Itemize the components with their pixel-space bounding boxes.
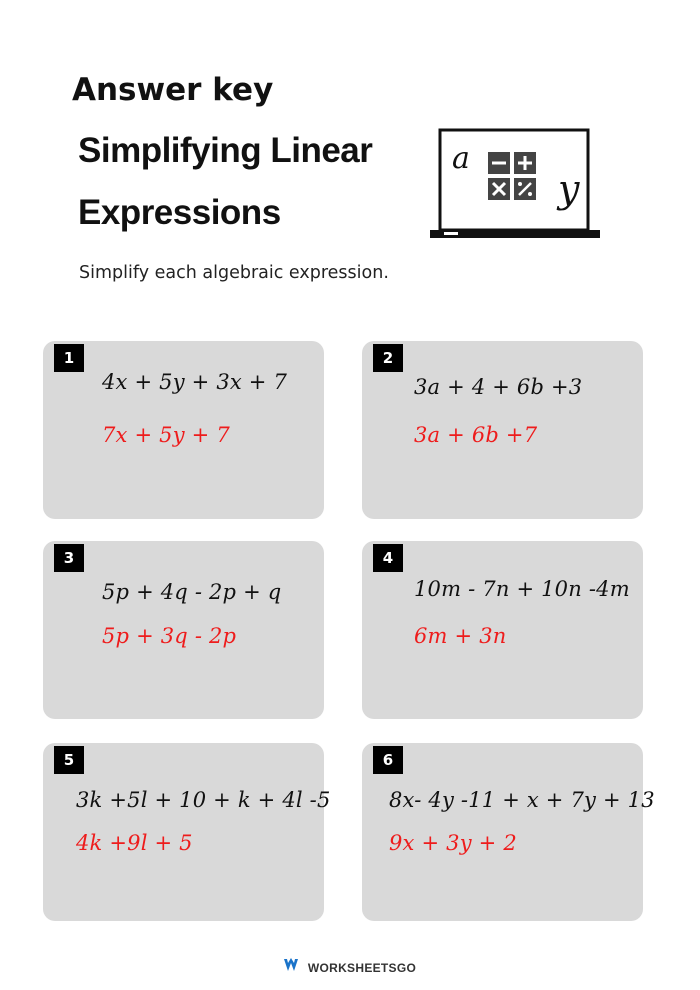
problem-number-badge: 4 (373, 544, 403, 572)
problem-number-badge: 2 (373, 344, 403, 372)
footer-brand (0, 958, 700, 977)
problem-number-badge: 3 (54, 544, 84, 572)
problem-expression: 3k +5l + 10 + k + 4l -5 (76, 788, 331, 812)
problem-card-2 (362, 341, 643, 519)
problem-expression: 8x- 4y -11 + x + 7y + 13 (389, 788, 655, 812)
problem-expression: 10m - 7n + 10n -4m (414, 577, 630, 601)
problem-number-badge: 6 (373, 746, 403, 774)
board-letter-y: y (558, 167, 580, 211)
problem-card-4 (362, 541, 643, 719)
problem-expression: 4x + 5y + 3x + 7 (102, 370, 288, 394)
problem-answer: 7x + 5y + 7 (102, 423, 230, 447)
title-line-1: Simplifying Linear (78, 131, 373, 170)
instruction-text: Simplify each algebraic expression. (79, 263, 389, 283)
problem-number-badge: 5 (54, 746, 84, 774)
problem-answer: 5p + 3q - 2p (102, 624, 237, 648)
problem-expression: 3a + 4 + 6b +3 (414, 375, 583, 399)
title-line-2: Expressions (78, 193, 281, 232)
board-letter-a: a (452, 141, 470, 176)
chalkboard-calculator-icon (430, 126, 600, 244)
worksheetsgo-logo-icon (284, 958, 302, 977)
problem-expression: 5p + 4q - 2p + q (102, 580, 282, 604)
problem-card-5 (43, 743, 331, 921)
problem-answer: 9x + 3y + 2 (389, 831, 517, 855)
problem-number-badge: 1 (54, 344, 84, 372)
problem-answer: 3a + 6b +7 (414, 423, 538, 447)
problem-card-6 (362, 743, 655, 921)
page-title (78, 120, 418, 244)
problem-answer: 6m + 3n (414, 624, 507, 648)
footer-brand-text: WORKSHEETSGO (307, 960, 417, 975)
problem-card-3 (43, 541, 324, 719)
problem-answer: 4k +9l + 5 (76, 831, 193, 855)
answer-key-label: Answer key (72, 72, 274, 108)
problem-card-1 (43, 341, 324, 519)
